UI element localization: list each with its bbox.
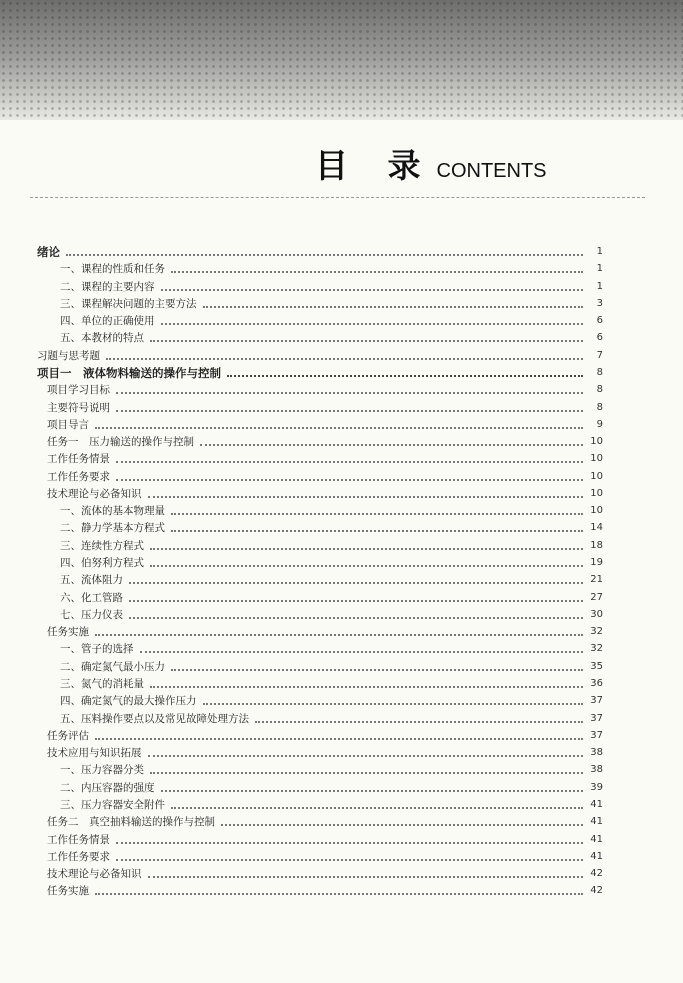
toc-entry[interactable]	[60, 503, 603, 519]
toc-dot-leader	[129, 600, 583, 602]
toc-entry-label: 五、本教材的特点	[60, 332, 144, 345]
toc-entry-page: 8	[596, 384, 603, 396]
page-title	[315, 140, 547, 185]
toc-entry-page: 42	[590, 868, 603, 880]
toc-entry-label: 一、管子的选择	[60, 643, 134, 656]
toc-entry-label: 工作任务要求	[47, 850, 110, 863]
toc-dot-leader	[221, 824, 583, 826]
toc-dot-leader	[171, 807, 583, 809]
toc-entry-label: 五、压料操作要点以及常见故障处理方法	[60, 712, 249, 725]
toc-entry[interactable]	[60, 590, 603, 606]
toc-dot-leader	[200, 444, 583, 446]
toc-entry[interactable]	[47, 814, 603, 830]
toc-entry[interactable]	[47, 451, 603, 467]
toc-entry-page: 9	[596, 418, 603, 430]
toc-entry-label: 二、确定氮气最小压力	[60, 660, 165, 673]
toc-dot-leader	[203, 306, 584, 308]
toc-entry-label: 主要符号说明	[47, 401, 110, 414]
toc-entry[interactable]	[60, 572, 603, 588]
toc-entry-label: 项目导言	[47, 418, 89, 431]
toc-dot-leader	[116, 410, 583, 412]
toc-dot-leader	[255, 721, 583, 723]
toc-entry-label: 二、静力学基本方程式	[60, 522, 165, 535]
toc-dot-leader	[66, 254, 583, 256]
toc-entry[interactable]	[60, 693, 603, 709]
toc-entry-label: 任务实施	[47, 626, 89, 639]
toc-dot-leader	[106, 358, 583, 360]
toc-entry[interactable]	[60, 607, 603, 623]
toc-entry-page: 3	[596, 297, 603, 309]
toc-entry-label: 一、压力容器分类	[60, 764, 144, 777]
toc-entry[interactable]	[37, 348, 603, 364]
toc-entry-page: 36	[590, 678, 603, 689]
title-chinese: 目 录	[315, 146, 435, 185]
toc-entry-page: 10	[590, 436, 603, 448]
toc-entry[interactable]	[60, 641, 603, 657]
toc-entry-label: 工作任务情景	[47, 453, 110, 466]
toc-dot-leader	[95, 427, 583, 429]
toc-dot-leader	[171, 530, 583, 532]
toc-entry[interactable]	[47, 469, 603, 485]
toc-dot-leader	[150, 548, 583, 550]
toc-entry-page: 32	[590, 643, 603, 655]
toc-entry-label: 习题与思考题	[37, 349, 100, 362]
toc-entry[interactable]	[60, 330, 603, 346]
toc-dot-leader	[171, 271, 583, 273]
toc-dot-leader	[148, 496, 584, 498]
toc-entry[interactable]	[47, 624, 603, 640]
toc-entry-label: 任务实施	[47, 885, 89, 898]
toc-entry[interactable]	[60, 797, 603, 813]
toc-entry-page: 41	[590, 833, 603, 845]
toc-entry[interactable]	[47, 434, 603, 450]
toc-entry-page: 8	[596, 401, 603, 413]
toc-entry-page: 30	[590, 608, 603, 620]
toc-entry[interactable]	[60, 538, 603, 554]
toc-dot-leader	[171, 669, 583, 671]
toc-dot-leader	[227, 375, 583, 377]
toc-entry-page: 41	[590, 798, 603, 810]
toc-dot-leader	[150, 565, 583, 567]
toc-dot-leader	[116, 859, 583, 861]
toc-entry-label: 三、氮气的消耗量	[60, 678, 144, 690]
toc-entry-label: 四、伯努利方程式	[60, 557, 144, 570]
toc-entry-label: 三、课程解决问题的主要方法	[60, 297, 197, 310]
toc-entry-label: 一、课程的性质和任务	[60, 263, 165, 276]
toc-dot-leader	[129, 582, 583, 584]
toc-entry-page: 37	[590, 729, 603, 741]
toc-entry-page: 21	[590, 574, 603, 586]
toc-entry-page: 32	[590, 626, 603, 638]
toc-entry[interactable]	[60, 313, 603, 329]
toc-entry[interactable]	[37, 244, 603, 260]
toc-entry[interactable]	[47, 400, 603, 416]
toc-entry[interactable]	[47, 382, 603, 398]
toc-entry-page: 14	[590, 522, 603, 534]
toc-entry[interactable]	[47, 832, 603, 848]
toc-entry-page: 41	[590, 850, 603, 862]
toc-dot-leader	[95, 738, 583, 740]
toc-entry-label: 任务评估	[47, 729, 89, 742]
toc-entry-label: 六、化工管路	[60, 591, 123, 604]
toc-entry-label: 绪论	[37, 245, 60, 259]
toc-entry-page: 7	[596, 349, 603, 361]
toc-entry-label: 任务一 压力输送的操作与控制	[47, 436, 194, 449]
toc-entry-label: 四、确定氮气的最大操作压力	[60, 695, 197, 708]
toc-entry[interactable]	[60, 676, 603, 692]
toc-entry[interactable]	[60, 780, 603, 796]
toc-dot-leader	[148, 876, 584, 878]
toc-entry-label: 技术理论与必备知识	[47, 868, 142, 881]
toc-entry-page: 6	[596, 315, 603, 327]
toc-entry-page: 6	[596, 332, 603, 344]
title-english: CONTENTS	[436, 160, 547, 182]
toc-entry[interactable]	[47, 417, 603, 433]
toc-entry-page: 41	[590, 816, 603, 828]
toc-entry-page: 37	[590, 695, 603, 707]
toc-dot-leader	[150, 340, 583, 342]
toc-entry-page: 37	[590, 712, 603, 724]
toc-dot-leader	[116, 842, 583, 844]
toc-entry-label: 项目学习目标	[47, 384, 110, 397]
toc-entry-label: 四、单位的正确使用	[60, 315, 155, 328]
toc-entry-page: 42	[590, 885, 603, 897]
toc-entry-page: 1	[596, 263, 603, 275]
toc-entry-page: 1	[596, 280, 603, 292]
toc-entry[interactable]	[47, 883, 603, 899]
toc-entry-label: 二、内压容器的强度	[60, 781, 155, 794]
toc-dot-leader	[150, 772, 583, 774]
toc-entry[interactable]	[47, 728, 603, 744]
toc-entry-page: 10	[590, 470, 603, 482]
toc-dot-leader	[161, 323, 584, 325]
toc-entry[interactable]	[47, 486, 603, 502]
header-halftone-band	[0, 0, 683, 120]
toc-entry-page: 10	[590, 487, 603, 499]
toc-entry-page: 19	[590, 557, 603, 569]
toc-entry[interactable]	[60, 555, 603, 571]
toc-entry[interactable]	[47, 849, 603, 865]
toc-entry-page: 10	[590, 505, 603, 517]
toc-entry-page: 38	[590, 764, 603, 776]
toc-entry[interactable]	[60, 296, 603, 312]
toc-entry-label: 七、压力仪表	[60, 608, 123, 621]
toc-entry-label: 三、压力容器安全附件	[60, 798, 165, 811]
toc-entry-page: 10	[590, 453, 603, 465]
toc-entry-label: 五、流体阻力	[60, 574, 123, 587]
toc-entry-page: 38	[590, 747, 603, 759]
toc-dot-leader	[95, 893, 583, 895]
toc-entry-page: 39	[590, 781, 603, 793]
toc-entry[interactable]	[60, 279, 603, 295]
toc-entry[interactable]	[60, 659, 603, 675]
toc-entry[interactable]	[60, 711, 603, 727]
title-divider	[30, 197, 645, 198]
toc-entry-page: 18	[590, 539, 603, 551]
toc-dot-leader	[161, 790, 584, 792]
toc-dot-leader	[171, 513, 583, 515]
toc-entry[interactable]	[37, 365, 603, 381]
toc-entry-label: 三、连续性方程式	[60, 539, 144, 552]
toc-entry-label: 项目一 液体物料输送的操作与控制	[37, 365, 221, 380]
toc-entry-label: 二、课程的主要内容	[60, 280, 155, 293]
toc-dot-leader	[203, 703, 584, 705]
toc-entry[interactable]	[47, 745, 603, 761]
toc-entry[interactable]	[60, 762, 603, 778]
toc-entry[interactable]	[60, 261, 603, 277]
toc-dot-leader	[116, 392, 583, 394]
toc-entry-label: 任务二 真空抽料输送的操作与控制	[47, 816, 215, 829]
toc-entry-label: 技术理论与必备知识	[47, 487, 142, 500]
toc-entry-page: 35	[590, 660, 603, 672]
toc-entry-page: 1	[596, 246, 603, 257]
toc-entry-label: 技术应用与知识拓展	[47, 747, 142, 760]
toc-entry-label: 工作任务要求	[47, 470, 110, 483]
toc-entry[interactable]	[60, 520, 603, 536]
toc-dot-leader	[140, 651, 584, 653]
toc-dot-leader	[95, 634, 583, 636]
toc-entry-label: 一、流体的基本物理量	[60, 505, 165, 518]
toc-entry-label: 工作任务情景	[47, 833, 110, 846]
toc-entry-page: 8	[596, 366, 603, 378]
toc-entry[interactable]	[47, 866, 603, 882]
toc-entry-page: 27	[590, 591, 603, 603]
toc-dot-leader	[148, 755, 584, 757]
toc-dot-leader	[129, 617, 583, 619]
toc-dot-leader	[161, 289, 584, 291]
toc-dot-leader	[116, 461, 583, 463]
toc-dot-leader	[116, 479, 583, 481]
toc-dot-leader	[150, 686, 583, 688]
